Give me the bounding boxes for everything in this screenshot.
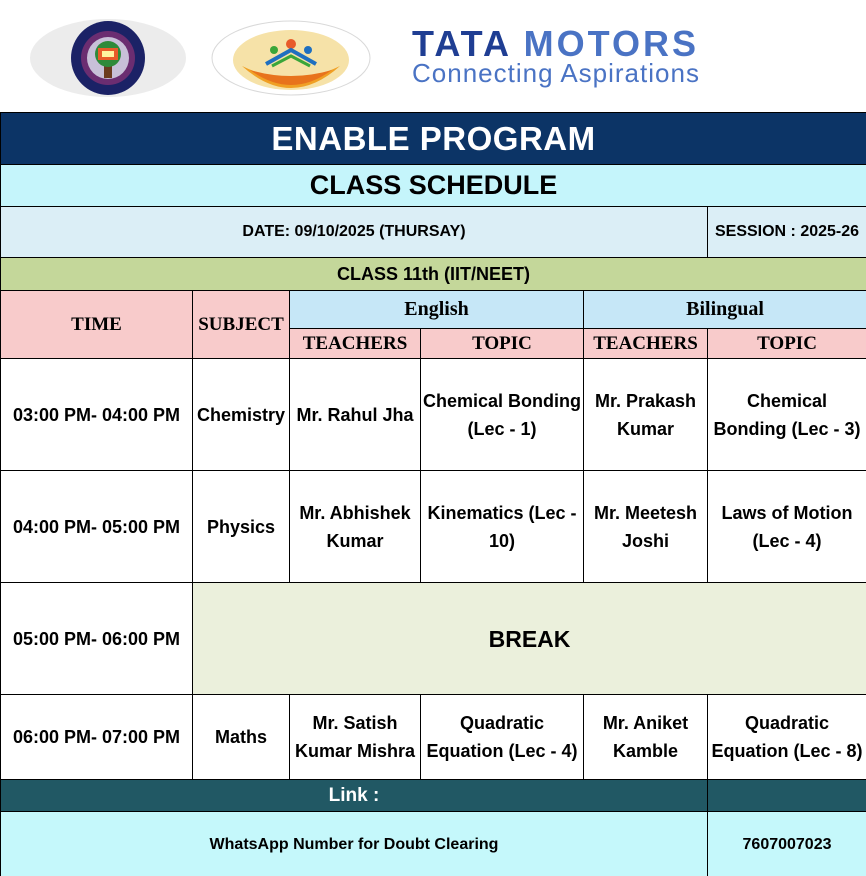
page-subtitle: CLASS SCHEDULE (1, 165, 866, 207)
slot-time: 04:00 PM- 05:00 PM (1, 471, 193, 583)
break-cell: BREAK (193, 583, 866, 695)
title-row (1, 113, 866, 165)
bilingual-topic: Laws of Motion (Lec - 4) (708, 471, 866, 583)
table-row (1, 471, 866, 583)
link-label: Link : (1, 780, 708, 812)
slot-time: 06:00 PM- 07:00 PM (1, 695, 193, 780)
english-teacher: Mr. Satish Kumar Mishra (290, 695, 421, 780)
tata-tagline: Connecting Aspirations (412, 58, 700, 88)
emrs-logo (28, 18, 188, 98)
logo-band (0, 0, 866, 112)
english-header: English (290, 291, 584, 329)
slot-subject: Physics (193, 471, 290, 583)
english-topic: Kinematics (Lec - 10) (421, 471, 584, 583)
whatsapp-number: 7607007023 (708, 812, 866, 876)
english-teacher: Mr. Rahul Jha (290, 359, 421, 471)
slot-time: 05:00 PM- 06:00 PM (1, 583, 193, 695)
date-label: DATE: 09/10/2025 (THURSAY) (1, 207, 708, 258)
bilingual-teachers-header: TEACHERS (584, 329, 708, 359)
bilingual-topic-header: TOPIC (708, 329, 866, 359)
schedule-table (0, 112, 866, 876)
page-title: ENABLE PROGRAM (1, 113, 866, 165)
bilingual-teacher: Mr. Aniket Kamble (584, 695, 708, 780)
header-row (1, 291, 866, 329)
bilingual-topic: Quadratic Equation (Lec - 8) (708, 695, 866, 780)
table-row (1, 695, 866, 780)
motors-word: MOTORS (523, 23, 699, 64)
link-value (708, 780, 866, 812)
class-label: CLASS 11th (IIT/NEET) (1, 258, 866, 291)
slot-time: 03:00 PM- 04:00 PM (1, 359, 193, 471)
date-row (1, 207, 866, 258)
time-header: TIME (1, 291, 193, 359)
bilingual-header: Bilingual (584, 291, 866, 329)
foundation-logo (210, 20, 372, 96)
bilingual-teacher: Mr. Prakash Kumar (584, 359, 708, 471)
whatsapp-row (1, 812, 866, 876)
link-row (1, 780, 866, 812)
bilingual-topic: Chemical Bonding (Lec - 3) (708, 359, 866, 471)
whatsapp-label: WhatsApp Number for Doubt Clearing (1, 812, 708, 876)
english-topic: Chemical Bonding (Lec - 1) (421, 359, 584, 471)
tata-word: TATA (412, 23, 511, 64)
english-teachers-header: TEACHERS (290, 329, 421, 359)
table-row (1, 359, 866, 471)
session-label: SESSION : 2025-26 (708, 207, 866, 258)
class-row (1, 258, 866, 291)
subtitle-row (1, 165, 866, 207)
slot-subject: Chemistry (193, 359, 290, 471)
english-topic-header: TOPIC (421, 329, 584, 359)
tata-motors-wordmark (412, 23, 699, 64)
english-topic: Quadratic Equation (Lec - 4) (421, 695, 584, 780)
slot-subject: Maths (193, 695, 290, 780)
subject-header: SUBJECT (193, 291, 290, 359)
bilingual-teacher: Mr. Meetesh Joshi (584, 471, 708, 583)
english-teacher: Mr. Abhishek Kumar (290, 471, 421, 583)
table-row (1, 583, 866, 695)
